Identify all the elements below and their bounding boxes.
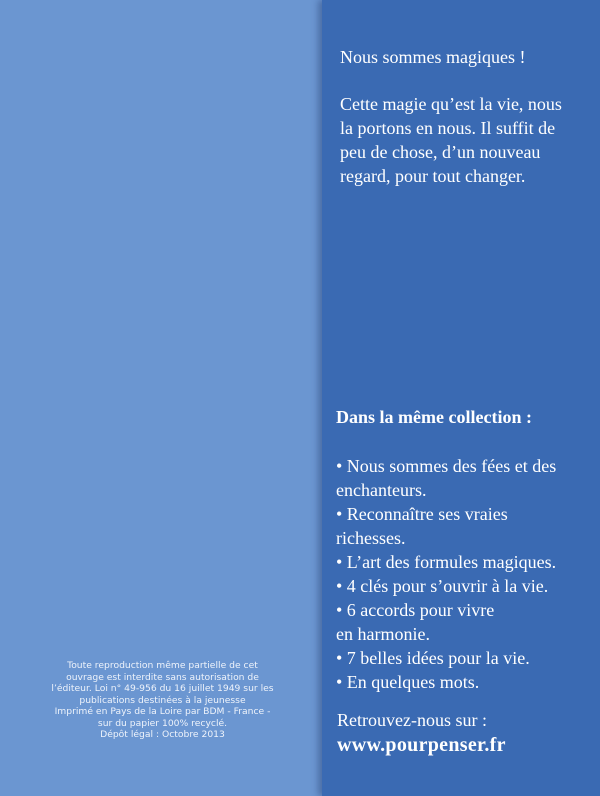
collection-item: • 6 accords pour vivre xyxy=(336,600,495,620)
legal-notice xyxy=(40,660,285,741)
website-link[interactable]: www.pourpenser.fr xyxy=(337,734,506,756)
collection-title: Dans la même collection : xyxy=(336,407,532,427)
legal-line: publications destinées à la jeunesse xyxy=(79,694,246,706)
collection-item: • En quelques mots. xyxy=(336,672,480,692)
collection-item: • Reconnaître ses vraies xyxy=(336,504,508,524)
intro-line: regard, pour tout changer. xyxy=(340,166,526,186)
follow-us-label: Retrouvez-nous sur : xyxy=(337,710,487,730)
collection-item: • Nous sommes des fées et des xyxy=(336,456,557,476)
collection-item: • 7 belles idées pour la vie. xyxy=(336,648,530,668)
legal-line: Toute reproduction même partielle de cet xyxy=(67,660,258,671)
intro-title: Nous sommes magiques ! xyxy=(340,47,526,67)
legal-line: ouvrage est interdite sans autorisation de xyxy=(66,671,259,683)
intro-line: la portons en nous. Il suffit de xyxy=(340,118,556,138)
collection-list xyxy=(336,454,586,694)
collection-item: • L’art des formules magiques. xyxy=(336,552,557,572)
collection-item: richesses. xyxy=(336,528,406,548)
collection-item: enchanteurs. xyxy=(336,480,427,500)
intro-line: peu de chose, d’un nouveau xyxy=(340,142,541,162)
legal-line: sur du papier 100% recyclé. xyxy=(97,717,228,729)
intro-line: Cette magie qu’est la vie, nous xyxy=(340,94,562,114)
legal-line: l’éditeur. Loi n° 49-956 du 16 juillet 1949 sur les xyxy=(51,683,274,694)
collection-item: en harmonie. xyxy=(336,624,430,644)
collection-item: • 4 clés pour s’ouvrir à la vie. xyxy=(336,576,549,596)
legal-line: Imprimé en Pays de la Loire par BDM - France - xyxy=(54,706,271,717)
legal-line: Dépôt légal : Octobre 2013 xyxy=(100,729,225,740)
intro-body xyxy=(340,92,580,188)
